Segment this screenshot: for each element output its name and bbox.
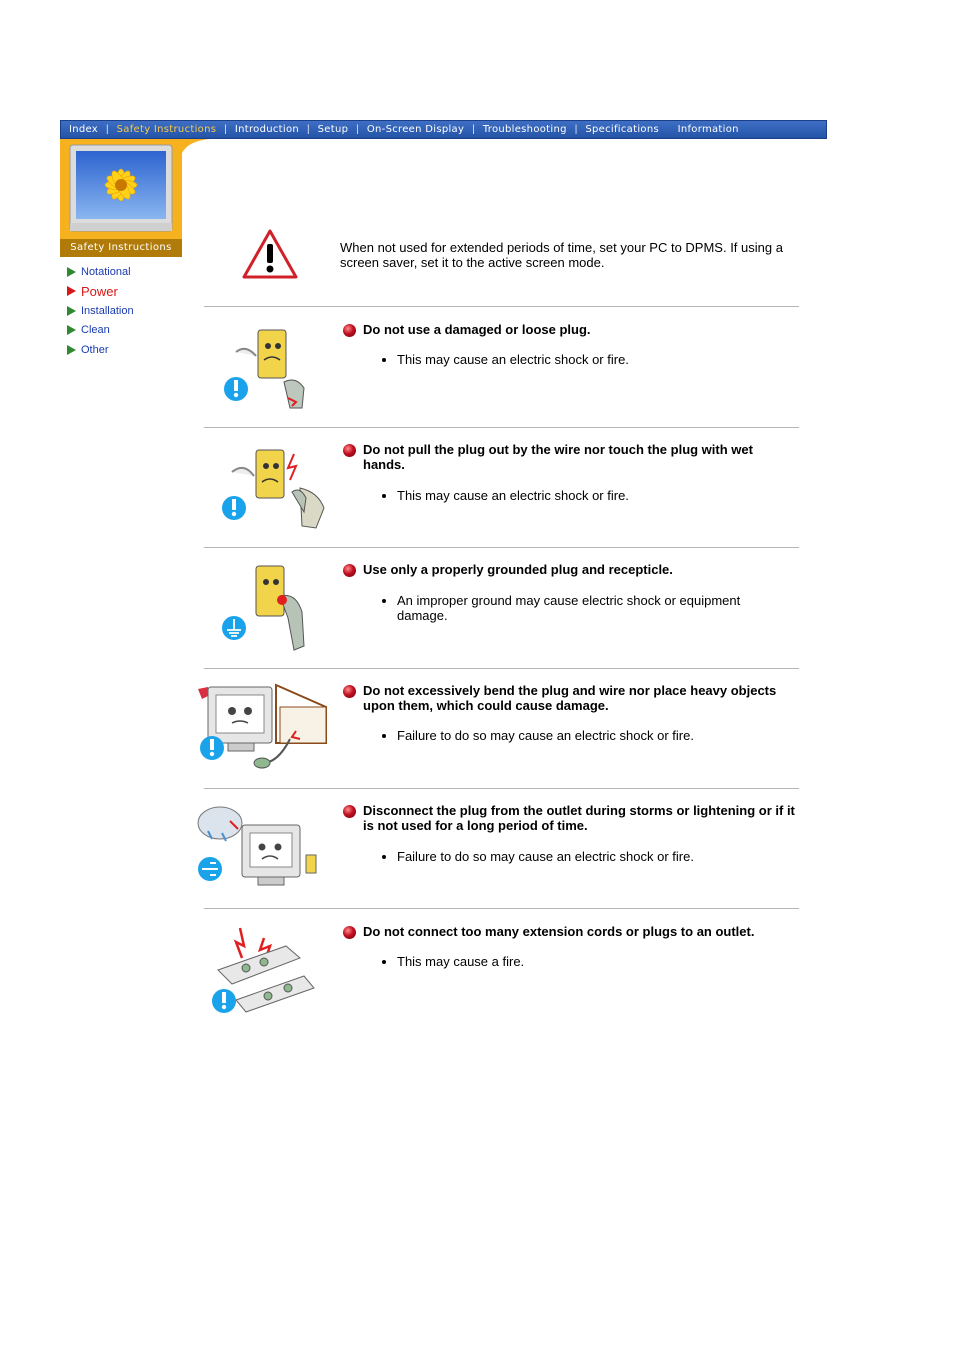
red-bullet-icon bbox=[343, 444, 356, 457]
nav-index[interactable]: Index bbox=[69, 124, 99, 135]
nav-setup[interactable]: Setup bbox=[317, 124, 349, 135]
sidebar-caption: Safety Instructions bbox=[60, 239, 182, 257]
sidebar-item-label: Other bbox=[81, 343, 109, 356]
arrow-right-icon bbox=[67, 306, 76, 316]
monitor-sunflower-icon bbox=[60, 139, 182, 239]
section-divider bbox=[204, 668, 799, 669]
safety-bullets bbox=[383, 488, 777, 503]
storm-unplug-illustration-icon bbox=[196, 803, 331, 903]
safety-bullet: • This may cause a fire. bbox=[397, 954, 777, 969]
sidebar-item-label: Notational bbox=[81, 265, 131, 278]
safety-bullet: • This may cause an electric shock or fire. bbox=[397, 352, 777, 367]
safety-heading: Do not excessively bend the plug and wire nor place heavy objects upon them, which could cause damage. bbox=[363, 683, 777, 713]
grounded-plug-illustration-icon bbox=[196, 562, 331, 662]
sidebar-item-clean[interactable] bbox=[67, 321, 134, 341]
sidebar-item-other[interactable] bbox=[67, 340, 134, 360]
safety-bullets bbox=[383, 728, 777, 743]
wet-hands-plug-illustration-icon bbox=[196, 442, 331, 542]
sidebar-item-label: Clean bbox=[81, 324, 110, 337]
arrow-right-icon bbox=[67, 325, 76, 335]
red-bullet-icon bbox=[343, 685, 356, 698]
red-bullet-icon bbox=[343, 805, 356, 818]
safety-bullet: • Failure to do so may cause an electric shock or fire. bbox=[397, 849, 777, 864]
red-bullet-icon bbox=[343, 324, 356, 337]
safety-bullets bbox=[383, 593, 777, 623]
nav-introduction[interactable]: Introduction bbox=[234, 124, 300, 135]
sidebar-item-label: Installation bbox=[81, 304, 134, 317]
red-bullet-icon bbox=[343, 564, 356, 577]
section-divider bbox=[204, 908, 799, 909]
safety-heading: Disconnect the plug from the outlet during storms or lightening or if it is not used for a long period of time. bbox=[363, 803, 795, 833]
sidebar-item-label: Power bbox=[81, 283, 118, 299]
arrow-right-icon bbox=[67, 286, 76, 296]
intro-text: When not used for extended periods of time, set your PC to DPMS. If using a screen saver, set it to the active screen mode. bbox=[340, 240, 783, 270]
nav-troubleshooting[interactable]: Troubleshooting bbox=[482, 124, 567, 135]
safety-bullets bbox=[383, 954, 777, 969]
nav-on-screen-display[interactable]: On-Screen Display bbox=[366, 124, 465, 135]
sidebar-item-power[interactable] bbox=[67, 282, 134, 302]
nav-information[interactable]: Information bbox=[677, 124, 739, 135]
sidebar-item-installation[interactable] bbox=[67, 301, 134, 321]
sidebar-item-notational[interactable] bbox=[67, 262, 134, 282]
safety-heading: Do not pull the plug out by the wire nor touch the plug with wet hands. bbox=[363, 442, 753, 472]
nav-safety-instructions[interactable]: Safety Instructions bbox=[116, 124, 217, 135]
safety-heading: Do not use a damaged or loose plug. bbox=[363, 322, 591, 337]
red-bullet-icon bbox=[343, 926, 356, 939]
warning-triangle-icon bbox=[241, 228, 299, 280]
section-divider bbox=[204, 788, 799, 789]
safety-bullet: • Failure to do so may cause an electric shock or fire. bbox=[397, 728, 777, 743]
overloaded-outlet-illustration-icon bbox=[196, 924, 331, 1024]
safety-bullet: • This may cause an electric shock or fire. bbox=[397, 488, 777, 503]
section-divider bbox=[204, 306, 799, 307]
safety-bullets bbox=[383, 352, 777, 367]
top-navigation: Index | Safety Instructions | Introduction | Setup | On-Screen Display | Troubleshooting | Specifications Information bbox=[60, 120, 827, 139]
arrow-right-icon bbox=[67, 345, 76, 355]
section-divider bbox=[204, 547, 799, 548]
bent-wire-illustration-icon bbox=[196, 683, 331, 783]
damaged-plug-illustration-icon bbox=[196, 322, 331, 422]
safety-bullet: • An improper ground may cause electric shock or equipment damage. bbox=[397, 593, 777, 623]
arrow-right-icon bbox=[67, 267, 76, 277]
section-divider bbox=[204, 427, 799, 428]
banner-corner-decoration bbox=[182, 139, 210, 153]
safety-heading: Do not connect too many extension cords or plugs to an outlet. bbox=[363, 924, 755, 939]
safety-bullets bbox=[383, 849, 777, 864]
sidebar-menu bbox=[67, 262, 134, 360]
safety-heading: Use only a properly grounded plug and recepticle. bbox=[363, 562, 673, 577]
nav-specifications[interactable]: Specifications bbox=[585, 124, 659, 135]
